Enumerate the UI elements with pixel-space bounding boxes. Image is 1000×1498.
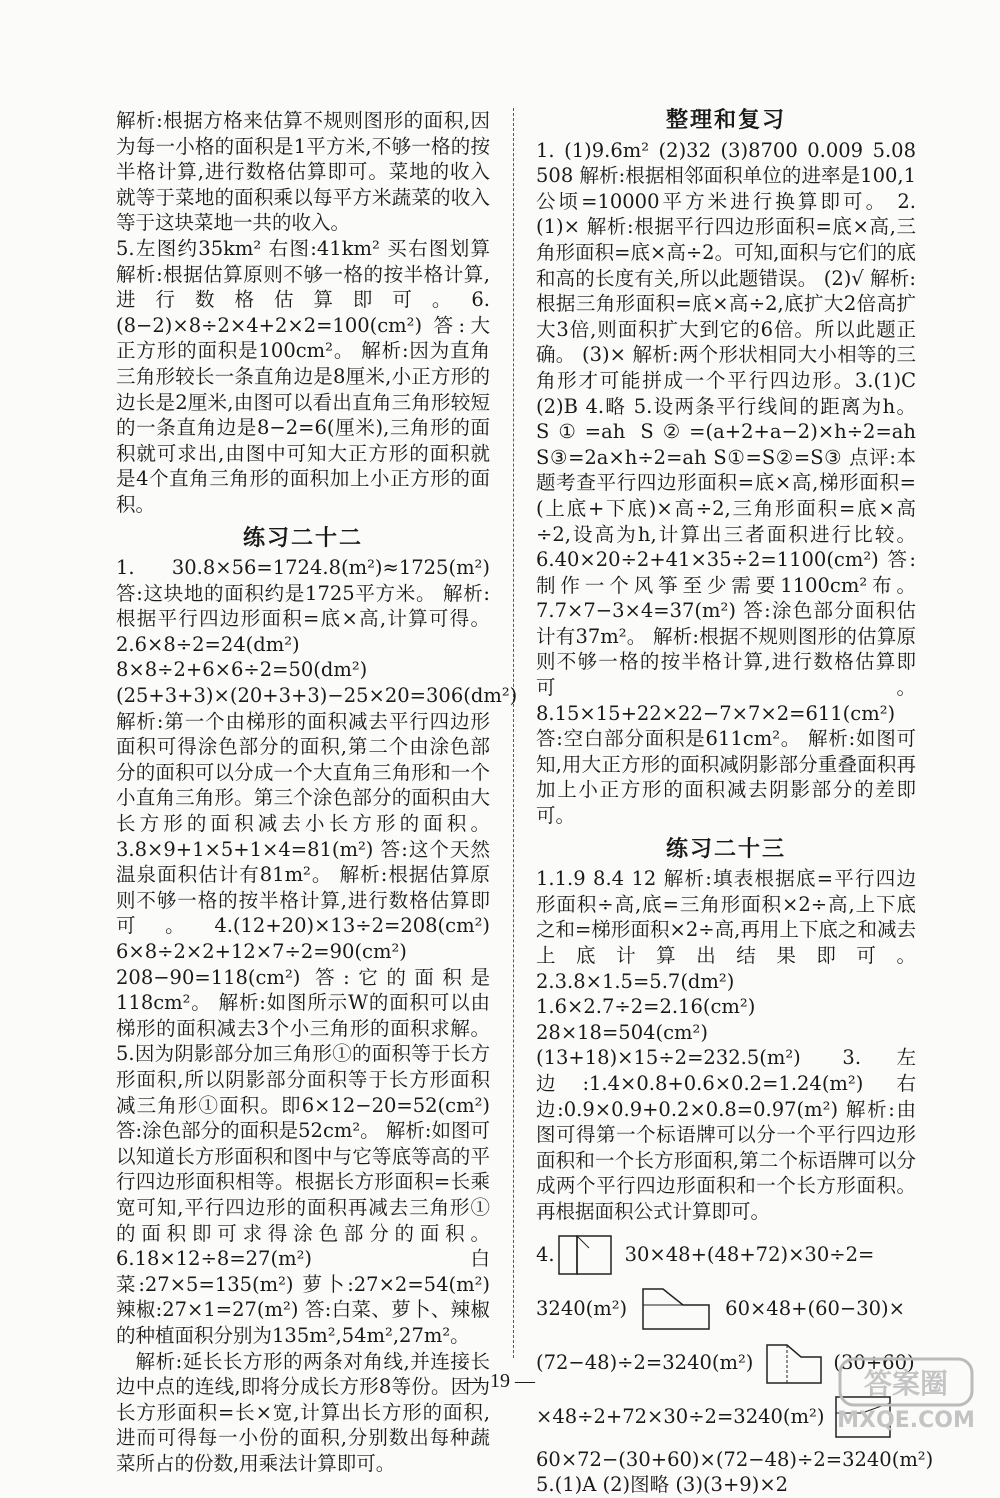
q4-formula-2: 60×48+(60−30)× (725, 1296, 905, 1320)
q4-formula-1: 30×48+(48+72)×30÷2= (624, 1242, 875, 1266)
heading-review: 整理和复习 (665, 108, 786, 133)
q4-formula-3: (30+60) (833, 1350, 915, 1374)
q4-final: 60×72−(30+60)×(72−48)÷2=3240(m²) 5.(1)A (2)图略 (3)(3+9)×2 (536, 1447, 934, 1497)
q4-formula-4: ×48÷2+72×30÷2=3240(m²) (536, 1404, 825, 1428)
right-paragraph-1: 1. (1)9.6m² (2)32 (3)8700 0.009 5.08 508 解析:根据相邻面积单位的进率是100,1公顷=10000平方米进行换算即可。 2.(1)× 解析:根据平行四边形面积=底×高,三角形面积=底×高÷2。可知,面积与它们的底和高的长度有关,所以此题错误。 (2)√ 解析:根据三角形面积=底×高÷2,底扩大2倍高扩大3倍,则面积扩大到它的6倍。所以此题正确。 (3)× 解析:两个形状相同大小相等的三角形才可能拼成一个平行四边形。3.(1)C (2)B 4.略 5.设两条平行线间的距离为h。S①=ah S②=(a+2+a−2)×h÷2=ah S③=2a×h÷2=ah S①=S②=S③ 点评:本题考查平行四边形面积=底×高,梯形面积=(上底+下底)×高÷2,三角形面积=底×高÷2,设高为h,计算出三者面积进行比较。 6.40×20÷2+41×35÷2=1100(cm²) 答:制作一个风筝至少需要1100cm²布。 7.7×7−3×4=37(m²) 答:涂色部分面积估计有37m²。 解析:根据不规则图形的估算原则不够一格的按半格计算,进行数格估算即可。 8.15×15+22×22−7×7×2=611(cm²) 答:空白部分面积是611cm²。 解析:如图可知,用大正方形的面积减阴影部分重叠面积再加上小正方形的面积减去阴影部分的差即可。 (536, 138, 916, 828)
right-paragraph-2: 1.1.9 8.4 12 解析:填表根据底=平行四边形面积÷高,底=三角形面积×2÷高,上下底之和=梯形面积×2÷高,再用上下底之和减去上底计算出结果即可。 2.3.8×1.5=5.7(dm²) 1.6×2.7÷2=2.16(cm²) 28×18=504(cm²) (13+18)×15÷2=232.5(m²) 3.左边:1.4×0.8+0.6×0.2=1.24(m²) 右边:0.9×0.9+0.2×0.8=0.97(m²) 解析:由图可得第一个标语牌可以分一个平行四边形面积和一个长方形面积,第二个标语牌可以分成两个平行四边形面积和一个长方形面积。再根据面积公式计算即可。 (536, 867, 916, 1223)
watermark-text-bottom: MXQE.COM (837, 1408, 975, 1433)
shape-figure-2 (637, 1285, 717, 1333)
left-paragraph-1: 解析:根据方格来估算不规则图形的面积,因为每一小格的面积是1平方米,不够一格的按半格计算,进行数格估算即可。菜地的收入就等于菜地的面积乘以每平方米蔬菜的收入等于这块菜地一共的收入。 (116, 109, 490, 235)
left-paragraph-3: 1. 30.8×56=1724.8(m²)≈1725(m²) 答:这块地的面积约是1725平方米。 解析:根据平行四边形面积=底×高,计算可得。2.6×8÷2=24(dm²) 8×8÷2+6×6÷2=50(dm²) (25+3+3)×(20+3+3)−25×20=306(dm²) 解析:第一个由梯形的面积减去平行四边形面积可得涂色部分的面积,第二个由涂色部分的面积可以分成一个大直角三角形和一个小直角三角形。第三个涂色部分的面积由大长方形的面积减去小长方形的面积。 3.8×9+1×5+1×4=81(m²) 答:这个天然温泉面积估计有81m²。 解析:根据估算原则不够一格的按半格计算,进行数格估算即可。4.(12+20)×13÷2=208(cm²) 6×8÷2×2+12×7÷2=90(cm²) 208−90=118(cm²) 答:它的面积是118cm²。 解析:如图所示W的面积可以由梯形的面积减去3个小三角形的面积求解。 5.因为阴影部分加三角形①的面积等于长方形面积,所以阴影部分面积等于长方形面积减三角形①面积。即6×12−20=52(cm²) 答:涂色部分的面积是52cm²。 解析:如图可以知道长方形面积和图中与它等底等高的平行四边形面积相等。根据长方形面积=长乘宽可知,平行四边形的面积再减去三角形①的面积即可求得涂色部分的面积。 6.18×12÷8=27(m²) 白菜:27×5=135(m²) 萝卜:27×2=54(m²) 辣椒:27×1=27(m²) 答:白菜、萝卜、辣椒的种植面积分别为135m²,54m²,27m²。 (116, 556, 518, 1347)
q4-result-2: (72−48)÷2=3240(m²) (536, 1350, 754, 1374)
heading-exercise-22: 练习二十二 (242, 525, 363, 551)
left-paragraph-2: 5.左图约35km² 右图:41km² 买右图划算 解析:根据估算原则不够一格的按半格计算,进行数格估算即可。6.(8−2)×8÷2×4+2×2=100(cm²) 答:大正方形的面积是100cm²。 解析:因为直角三角形较长一条直角边是8厘米,小正方形的边长是2厘米,由图可以看出直角三角形较短的一条直角边是8−2=6(厘米),三角形的面积就可求出,由图中可知大正方形的面积就是4个直角三角形的面积加上小正方形的面积。 (116, 236, 490, 516)
page-number: — 19 — (465, 1370, 535, 1392)
heading-exercise-23: 练习二十三 (665, 836, 786, 862)
q4-number: 4. (536, 1242, 555, 1266)
left-paragraph-4: 解析:延长长方形的两条对角线,并连接长边中点的连线,即将分成长方形8等份。因为长方形面积=长×宽,计算出长方形的面积,进而可得每一小份的面积,分别数出每种蔬菜所占的份数,用乘法计算即可。 (116, 1349, 490, 1475)
q4-line-2 (536, 1285, 916, 1333)
shape-figure-1 (555, 1232, 617, 1278)
watermark-text-top: 答案圈 (863, 1367, 949, 1400)
q4-line-1 (536, 1231, 916, 1279)
column-divider (513, 108, 514, 1358)
q4-result-1: 3240(m²) (536, 1296, 628, 1320)
watermark-logo (832, 1355, 980, 1433)
right-column (536, 108, 934, 1498)
